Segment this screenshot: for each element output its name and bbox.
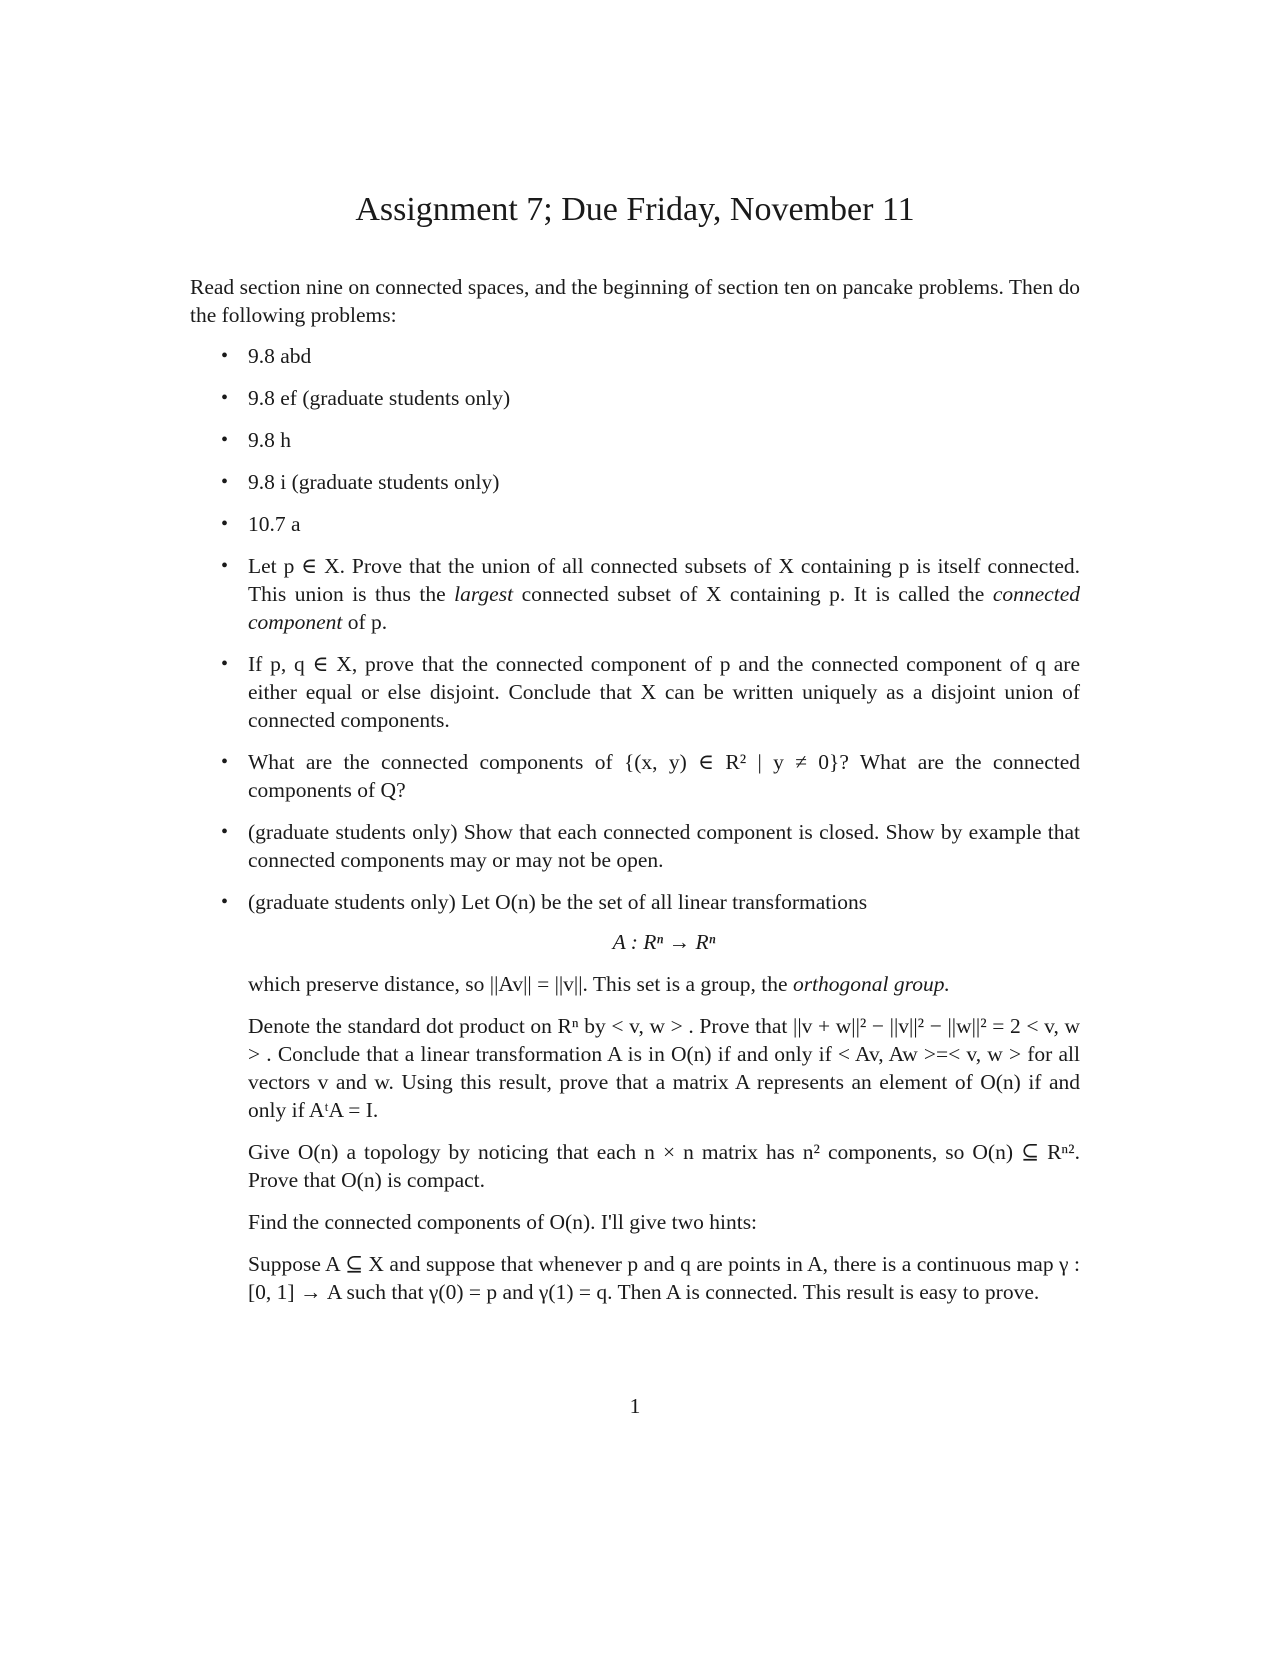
- text: of p.: [342, 610, 388, 634]
- bullet-icon: •: [221, 555, 229, 577]
- list-item-text: 9.8 ef (graduate students only): [248, 386, 511, 410]
- emphasis: connected component: [248, 582, 1080, 634]
- bullet-icon: •: [221, 653, 229, 675]
- list-item-text: 9.8 h: [248, 428, 291, 452]
- list-item: [190, 384, 1080, 412]
- list-item: [190, 510, 1080, 538]
- intro-paragraph: Read section nine on connected spaces, and the beginning of section ten on pancake problems. Then do the following problems:: [190, 275, 1080, 327]
- list-item-closed: [190, 818, 1080, 874]
- list-item: [190, 342, 1080, 370]
- bullet-icon: •: [221, 513, 229, 535]
- dot-product-paragraph: Denote the standard dot product on Rⁿ by < v, w > . Prove that ||v + w||² − ||v||² − ||w||² = 2 < v, w > . Conclude that a linear transformation A is in O(n) if and only if < Av, Aw >=< v, w > for all vectors v and w. Using this result, prove that a matrix A represents an element of O(n) if and only if AᵗA = I.: [248, 1014, 1080, 1122]
- page-number: 1: [629, 1394, 641, 1418]
- list-item: [190, 426, 1080, 454]
- text: What are the connected components of {(x, y) ∈ R² | y ≠ 0}? What are the connected components of Q?: [248, 750, 1080, 802]
- preserve-paragraph: which preserve distance, so ||Av|| = ||v||. This set is a group, the orthogonal group.: [248, 972, 950, 996]
- text: connected subset of X containing p. It is called the: [513, 582, 993, 606]
- bullet-icon: •: [221, 429, 229, 451]
- bullet-icon: •: [221, 751, 229, 773]
- list-item-disjoint: [190, 650, 1080, 734]
- topology-paragraph: Give O(n) a topology by noticing that each n × n matrix has n² components, so O(n) ⊆ Rⁿ². Prove that O(n) is compact.: [248, 1140, 1080, 1192]
- text: If p, q ∈ X, prove that the connected component of p and the connected component of q are either equal or else disjoint. Conclude that X can be written uniquely as a disjoint union of connected components.: [248, 652, 1080, 732]
- display-formula: A : Rⁿ → Rⁿ: [612, 930, 716, 954]
- list-item-components-r2: [190, 748, 1080, 804]
- problem-list: [190, 342, 1080, 1320]
- bullet-icon: •: [221, 821, 229, 843]
- page-title: Assignment 7; Due Friday, November 11: [355, 191, 915, 228]
- bullet-icon: •: [221, 471, 229, 493]
- hint-paragraph: Suppose A ⊆ X and suppose that whenever p and q are points in A, there is a continuous map γ : [0, 1] → A such that γ(0) = p and γ(1) = q. Then A is connected. This result is easy to prove.: [248, 1252, 1080, 1304]
- emphasis: largest: [454, 582, 514, 606]
- text: (graduate students only) Let O(n) be the set of all linear transformations: [248, 890, 868, 914]
- bullet-icon: •: [221, 387, 229, 409]
- text: Let p ∈ X. Prove that the union of all connected subsets of X containing p is itself connected. This union is thus the: [248, 554, 1080, 606]
- emphasis: orthogonal group.: [792, 972, 950, 996]
- bullet-icon: •: [221, 891, 229, 913]
- bullet-icon: •: [221, 345, 229, 367]
- list-item-connected-component: [190, 552, 1080, 636]
- text: (graduate students only) Show that each connected component is closed. Show by example that connected components may or may not be open.: [248, 820, 1080, 872]
- find-paragraph: Find the connected components of O(n). I'll give two hints:: [248, 1210, 758, 1234]
- list-item-orthogonal-group: [190, 888, 1080, 1306]
- list-item-text: 10.7 a: [248, 512, 301, 536]
- list-item-text: 9.8 i (graduate students only): [248, 470, 500, 494]
- list-item: [190, 468, 1080, 496]
- list-item-text: 9.8 abd: [248, 344, 312, 368]
